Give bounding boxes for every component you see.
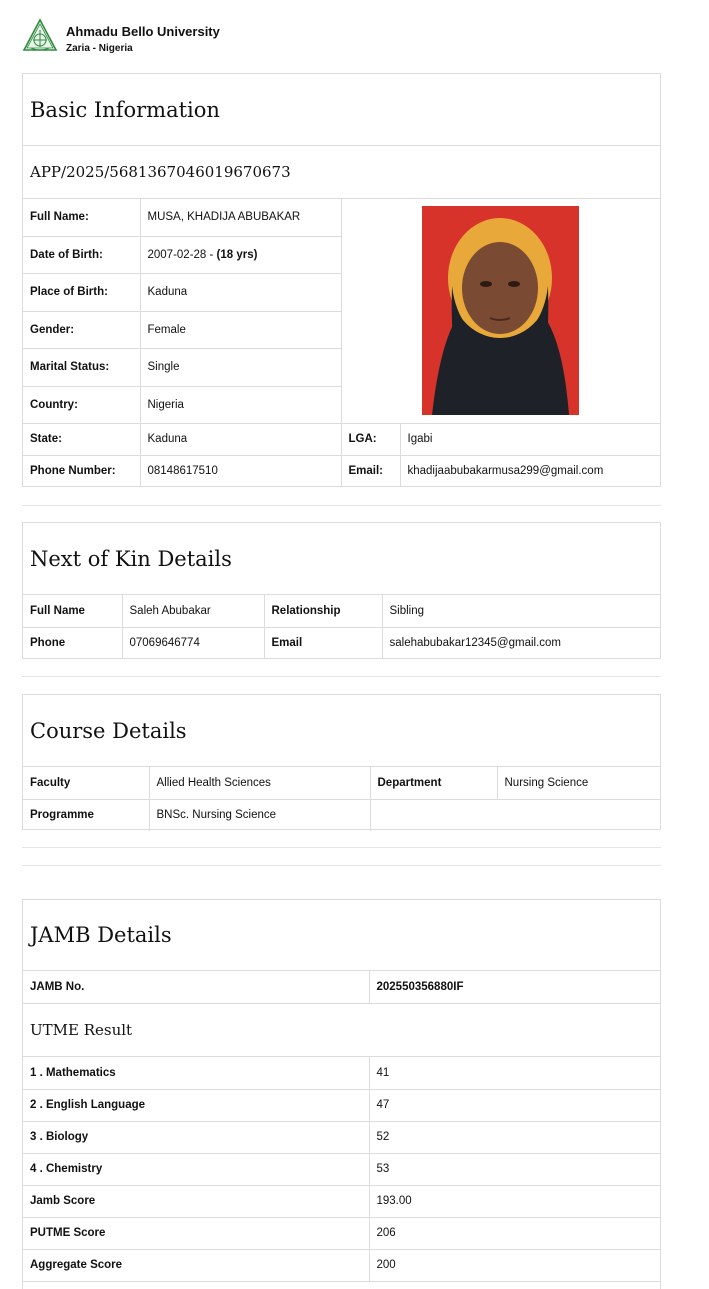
gender-value: Female: [140, 311, 341, 348]
utme-result-title: UTME Result: [23, 1003, 660, 1057]
kin-name-value: Saleh Abubakar: [122, 595, 264, 627]
university-crest-icon: [22, 18, 58, 54]
table-row: [23, 1217, 660, 1249]
section-title-basic-information: Basic Information: [23, 74, 660, 146]
table-row: [23, 971, 660, 1003]
subject-label: 2 . English Language: [23, 1089, 369, 1121]
table-row: [23, 455, 660, 487]
jamb-number-table: [23, 971, 660, 1003]
putme-score-label: PUTME Score: [23, 1217, 369, 1249]
table-row: [23, 1089, 660, 1121]
lga-value: Igabi: [400, 423, 660, 455]
table-row: [23, 1121, 660, 1153]
country-value: Nigeria: [140, 386, 341, 423]
page-header: [22, 18, 220, 58]
field-label: Full Name:: [23, 199, 140, 236]
subject-score: 47: [369, 1089, 660, 1121]
basic-information-card: [22, 73, 661, 487]
jamb-details-card: [22, 899, 661, 1289]
aggregate-score-label: Aggregate Score: [23, 1249, 369, 1281]
table-row: [23, 767, 660, 799]
department-label: Department: [370, 767, 497, 799]
table-row: [23, 799, 660, 831]
programme-label: Programme: [23, 799, 149, 831]
aggregate-score-value: 200: [369, 1249, 660, 1281]
utme-results-table: [23, 1057, 660, 1282]
kin-relationship-value: Sibling: [382, 595, 660, 627]
putme-score-value: 206: [369, 1217, 660, 1249]
field-label: Date of Birth:: [23, 236, 140, 273]
jamb-score-value: 193.00: [369, 1185, 660, 1217]
section-title-jamb-details: JAMB Details: [23, 900, 660, 971]
kin-phone-label: Phone: [23, 627, 122, 659]
date-of-birth-value: [140, 236, 341, 273]
table-row: [23, 423, 660, 455]
programme-value: BNSc. Nursing Science: [149, 799, 370, 831]
next-of-kin-card: [22, 522, 661, 659]
table-row: [23, 595, 660, 627]
basic-information-table: [23, 199, 660, 487]
subject-score: 41: [369, 1057, 660, 1089]
empty-cell: [370, 799, 660, 831]
kin-email-value: salehabubakar12345@gmail.com: [382, 627, 660, 659]
subject-label: 1 . Mathematics: [23, 1057, 369, 1089]
subject-label: 3 . Biology: [23, 1121, 369, 1153]
table-row: [23, 627, 660, 659]
subject-score: 53: [369, 1153, 660, 1185]
kin-phone-value: 07069646774: [122, 627, 264, 659]
divider: [22, 505, 661, 506]
subject-label: 4 . Chemistry: [23, 1153, 369, 1185]
phone-value: 08148617510: [140, 455, 341, 487]
field-label: Gender:: [23, 311, 140, 348]
field-label: Country:: [23, 386, 140, 423]
jamb-number-value: 202550356880IF: [369, 971, 660, 1003]
faculty-label: Faculty: [23, 767, 149, 799]
age-badge: (18 yrs): [216, 248, 258, 261]
lga-label: LGA:: [341, 423, 400, 455]
passport-photo: [422, 206, 579, 415]
next-of-kin-table: [23, 595, 660, 659]
place-of-birth-value: Kaduna: [140, 273, 341, 311]
section-title-next-of-kin: Next of Kin Details: [23, 523, 660, 595]
marital-status-value: Single: [140, 348, 341, 386]
course-details-table: [23, 767, 660, 831]
phone-label: Phone Number:: [23, 455, 140, 487]
state-label: State:: [23, 423, 140, 455]
table-row: [23, 1153, 660, 1185]
table-row: [23, 1057, 660, 1089]
section-title-course-details: Course Details: [23, 695, 660, 767]
divider: [22, 676, 661, 677]
university-name: Ahmadu Bello University: [66, 24, 220, 39]
field-label: Place of Birth:: [23, 273, 140, 311]
table-row: [23, 199, 660, 236]
divider: [22, 847, 661, 848]
kin-name-label: Full Name: [23, 595, 122, 627]
table-row: [23, 1249, 660, 1281]
table-row: [23, 1185, 660, 1217]
kin-relationship-label: Relationship: [264, 595, 382, 627]
email-label: Email:: [341, 455, 400, 487]
university-location: Zaria - Nigeria: [66, 43, 133, 54]
dob-date: 2007-02-28 -: [147, 248, 217, 261]
jamb-number-label: JAMB No.: [23, 971, 369, 1003]
passport-photo-cell: [341, 199, 660, 423]
application-number: APP/2025/5681367046019670673: [23, 146, 660, 199]
divider: [22, 865, 661, 866]
email-value: khadijaabubakarmusa299@gmail.com: [400, 455, 660, 487]
jamb-score-label: Jamb Score: [23, 1185, 369, 1217]
field-label: Marital Status:: [23, 348, 140, 386]
course-details-card: [22, 694, 661, 830]
subject-score: 52: [369, 1121, 660, 1153]
full-name-value: MUSA, KHADIJA ABUBAKAR: [140, 199, 341, 236]
kin-email-label: Email: [264, 627, 382, 659]
faculty-value: Allied Health Sciences: [149, 767, 370, 799]
department-value: Nursing Science: [497, 767, 660, 799]
state-value: Kaduna: [140, 423, 341, 455]
